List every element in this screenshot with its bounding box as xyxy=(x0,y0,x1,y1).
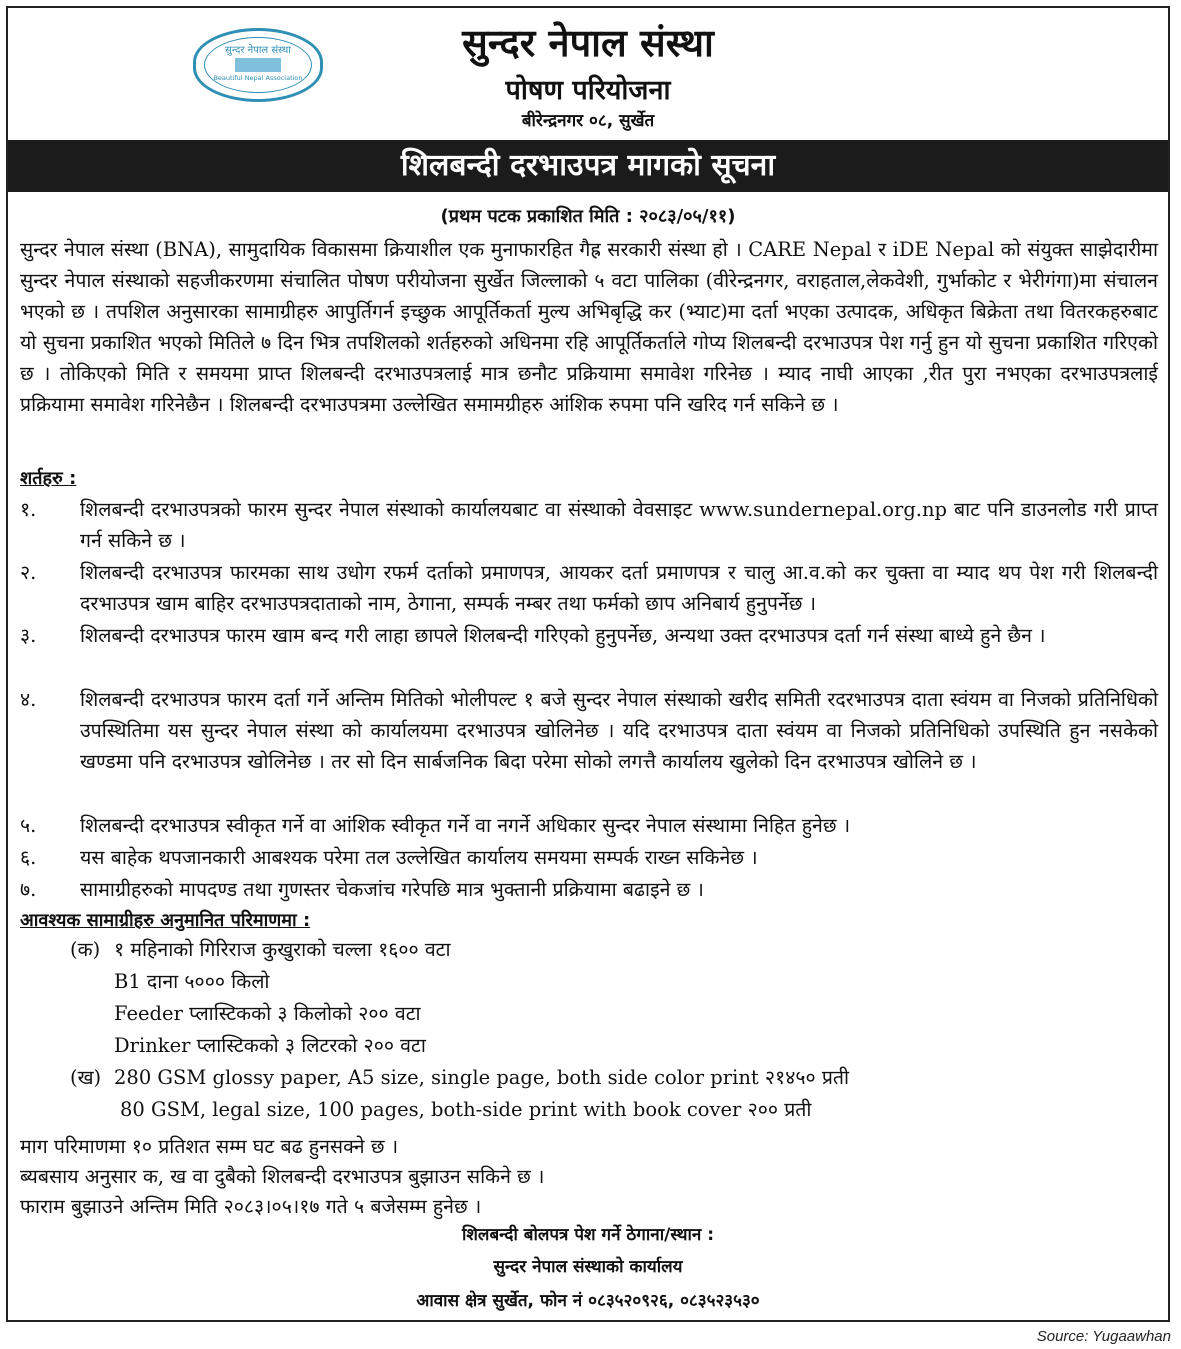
term-number: ५. xyxy=(20,814,37,837)
term-number: ३. xyxy=(20,624,37,647)
material-item: Drinker प्लास्टिकको ३ लिटरको २०० वटा xyxy=(114,1034,426,1057)
material-item: १ महिनाको गिरिराज कुखुराको चल्ला १६०० वटा xyxy=(114,938,451,961)
organization-address: बीरेन्द्रनगर ०८, सुर्खेत xyxy=(521,111,655,131)
term-text: शिलबन्दी दरभाउपत्रको फारम सुन्दर नेपाल संस्थाको कार्यालयबाट वा संस्थाको वेवसाइट www.sundernepal.org.np बाट पनि डाउनलोड गरी प्राप्त गर्न सकिने छ । xyxy=(80,498,1158,552)
term-text: शिलबन्दी दरभाउपत्र फारम दर्ता गर्ने अन्तिम मितिको भोलीपल्ट १ बजे सुन्दर नेपाल संस्थाको खरीद समिती रदरभाउपत्र दाता स्वंयम वा निजको प्रतिनिधिको उपस्थितिमा यस सुन्दर नेपाल संस्था को कार्यालयमा दरभाउपत्र खोलिनेछ । यदि दरभाउपत्र दाता स्वंयम वा निजको प्रतिनिधिको उपस्थिति हुन नसकेको खण्डमा पनि दरभाउपत्र खोलिनेछ । तर सो दिन सार्बजनिक बिदा परेमा सोको लगत्तै कार्यालय खुलेको दिन दरभाउपत्र खोलिने छ । xyxy=(80,688,1158,773)
term-number: ४. xyxy=(20,688,37,711)
term-item xyxy=(20,842,1158,873)
logo-english-text: Beautiful Nepal Association xyxy=(213,74,303,82)
published-date: (प्रथम पटक प्रकाशित मिति : २०८३/०५/११) xyxy=(440,206,736,227)
term-number: २. xyxy=(20,561,37,584)
footnote: माग परिमाणमा १० प्रतिशत सम्म घट बढ हुनसक्ने छ । xyxy=(20,1135,399,1158)
terms-heading: शर्तहरु : xyxy=(20,468,77,489)
project-name: पोषण परियोजना xyxy=(505,75,671,106)
term-item xyxy=(20,494,1158,556)
logo-nepali-text: सुन्दर नेपाल संस्था xyxy=(225,45,291,56)
intro-paragraph: सुन्दर नेपाल संस्था (BNA), सामुदायिक विकासमा क्रियाशील एक मुनाफारहित गैह्र सरकारी संस्था हो । CARE Nepal र iDE Nepal को संयुक्त साझेदारीमा सुन्दर नेपाल संस्थाको सहजीकरणमा संचालित पोषण परीयोजना सुर्खेत जिल्लाको ५ वटा पालिका (वीरेन्द्रनगर, वराहताल,लेकवेशी, गुर्भाकोट र भेरीगंगा)मा संचालन भएको छ । तपशिल अनुसारका सामाग्रीहरु आपुर्तिगर्न इच्छुक आपूर्तिकर्ता मुल्य अभिबृद्धि कर (भ्याट)मा दर्ता भएका उत्पादक, अधिकृत बिक्रेता तथा वितरकहरुबाट यो सुचना प्रकाशित भएको मितिले ७ दिन भित्र तपशिलको शर्तहरुको अधिनमा रहि आपूर्तिकर्ताले गोप्य शिलबन्दी दरभाउपत्र पेश गर्नु हुन यो सुचना प्रकाशित गरिएको छ । तोकिएको मिति र समयमा प्राप्त शिलबन्दी दरभाउपत्रलाई मात्र छनौट प्रक्रियामा समावेश गरिनेछ । म्याद नाघी आएका ,रीत पुरा नभएका दरभाउपत्रलाई प्रक्रियामा समावेश गरिनेछैन । शिलबन्दी दरभाउपत्रमा उल्लेखित समामग्रीहरु आंशिक रुपमा पनि खरिद गर्न सकिने छ । xyxy=(20,238,1158,416)
term-text: शिलबन्दी दरभाउपत्र फारमका साथ उधोग रफर्म दर्ताको प्रमाणपत्र, आयकर दर्ता प्रमाणपत्र र चालु आ.व.को कर चुक्ता वा म्याद थप पेश गरी शिलबन्दी दरभाउपत्र खाम बाहिर दरभाउपत्रदाताको नाम, ठेगाना, सम्पर्क नम्बर तथा फर्मको छाप अनिबार्य हुनुपर्नेछ । xyxy=(80,561,1158,615)
submission-label: शिलबन्दी बोलपत्र पेश गर्ने ठेगाना/स्थान : xyxy=(461,1225,715,1245)
term-item xyxy=(20,620,1158,651)
material-item: 280 GSM glossy paper, A5 size, single page, both side color print २१४५० प्रती xyxy=(114,1066,850,1089)
term-item xyxy=(20,874,1158,905)
material-group-label: (ख) xyxy=(70,1066,102,1089)
term-number: ७. xyxy=(20,878,37,901)
footnote: ब्यबसाय अनुसार क, ख वा दुबैको शिलबन्दी दरभाउपत्र बुझाउन सकिने छ । xyxy=(20,1165,545,1188)
term-text: यस बाहेक थपजानकारी आबश्यक परेमा तल उल्लेखित कार्यालय समयमा सम्पर्क राख्न सकिनेछ । xyxy=(80,846,758,869)
footnote: फाराम बुझाउने अन्तिम मिति २०८३।०५।१७ गते ५ बजेसम्म हुनेछ । xyxy=(20,1195,482,1218)
tender-notice xyxy=(6,6,1170,1322)
notice-header xyxy=(8,8,1168,134)
term-text: शिलबन्दी दरभाउपत्र फारम खाम बन्द गरी लाहा छापले शिलबन्दी गरिएको हुनुपर्नेछ, अन्यथा उक्त दरभाउपत्र दर्ता गर्न संस्था बाध्ये हुने छैन । xyxy=(80,624,1046,647)
material-group-label: (क) xyxy=(70,938,101,961)
source-credit: Source: Yugaawhan xyxy=(1036,1328,1171,1345)
term-item xyxy=(20,684,1158,777)
term-number: १. xyxy=(20,498,37,521)
term-number: ६. xyxy=(20,846,37,869)
material-item: 80 GSM, legal size, 100 pages, both-side print with book cover २०० प्रती xyxy=(120,1098,812,1121)
notice-title: शिलबन्दी दरभाउपत्र मागको सूचना xyxy=(8,140,1168,192)
term-text: सामाग्रीहरुको मापदण्ड तथा गुणस्तर चेकजांच गरेपछि मात्र भुक्तानी प्रक्रियामा बढाइने छ । xyxy=(80,878,704,901)
term-item xyxy=(20,810,1158,841)
office-name: सुन्दर नेपाल संस्थाको कार्यालय xyxy=(493,1257,683,1277)
material-item: B1 दाना ५००० किलो xyxy=(114,970,270,993)
term-text: शिलबन्दी दरभाउपत्र स्वीकृत गर्ने वा आंशिक स्वीकृत गर्ने वा नगर्ने अधिकार सुन्दर नेपाल संस्थामा निहित हुनेछ । xyxy=(80,814,851,837)
material-item: Feeder प्लास्टिकको ३ किलोको २०० वटा xyxy=(114,1002,421,1025)
materials-heading: आवश्यक सामाग्रीहरु अनुमानित परिमाणमा : xyxy=(20,910,311,931)
organization-name: सुन्दर नेपाल संस्था xyxy=(462,21,714,65)
office-contact: आवास क्षेत्र सुर्खेत, फोन नं ०८३५२०९२६, ०८३५२३५३० xyxy=(416,1291,760,1311)
term-item xyxy=(20,557,1158,619)
